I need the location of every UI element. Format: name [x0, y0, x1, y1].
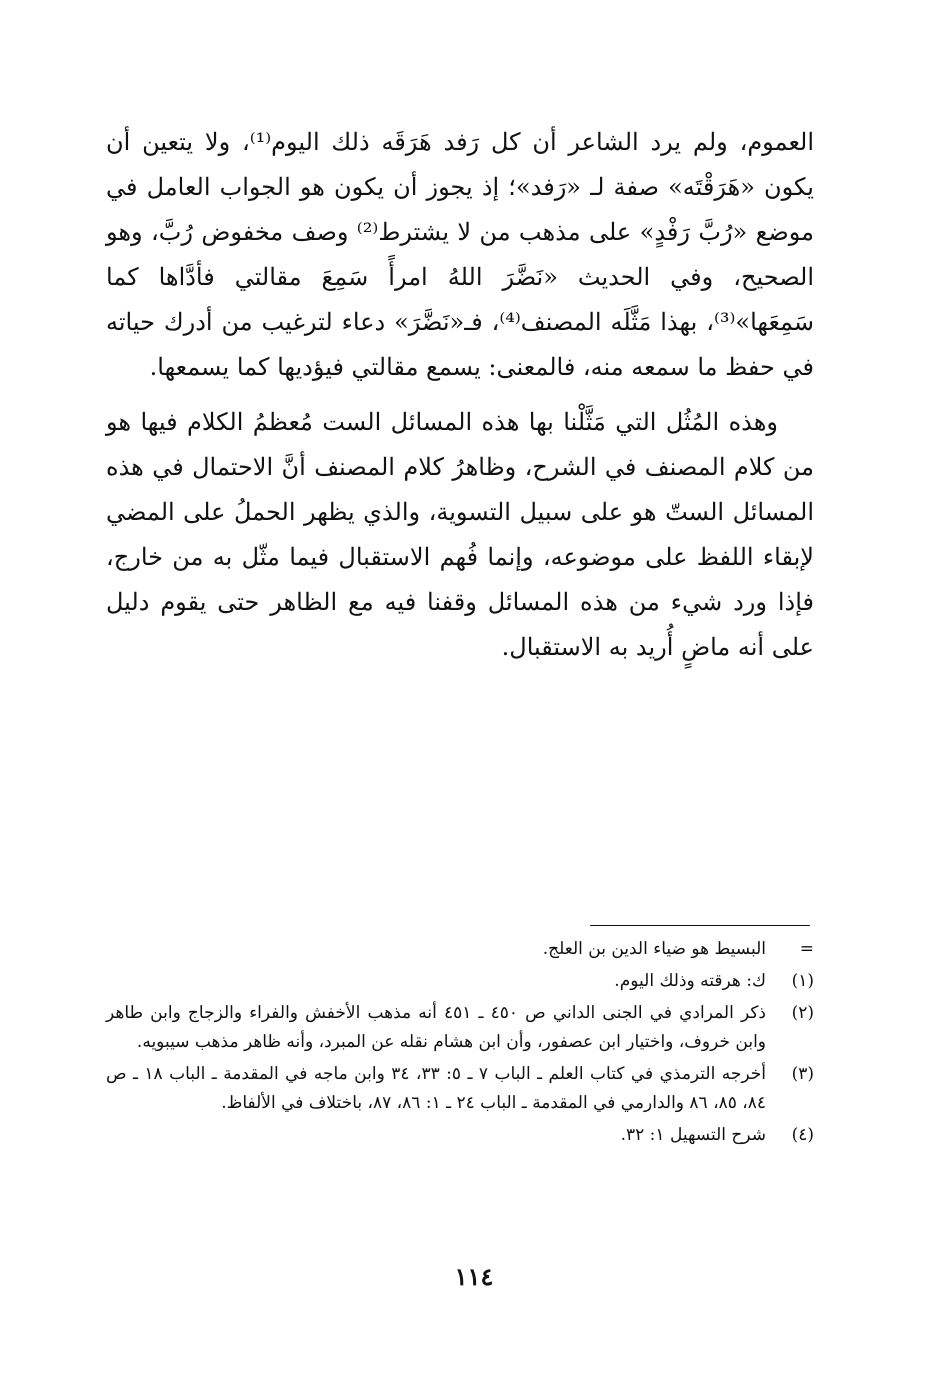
footnote-text: ذكر المرادي في الجنى الداني ص ٤٥٠ ـ ٤٥١ أنه مذهب الأخفش والفراء والزجاج وابن طاهر وابن خروف، واختيار ابن عصفور، وأن ابن هشام نقله عن المبرد، وأنه ظاهر مذهب سيبويه.	[106, 1003, 766, 1052]
footnotes	[106, 935, 814, 1153]
footnote-text: شرح التسهيل ١: ٣٢.	[620, 1125, 766, 1145]
footnote-1	[106, 967, 814, 996]
footnote-3	[106, 1060, 814, 1118]
paragraph-1: العموم، ولم يرد الشاعر أن كل رَفد هَرَقَه ذلك اليوم⁽¹⁾، ولا يتعين أن يكون «هَرَقْتَه» صفة لـ «رَفد»؛ إذ يجوز أن يكون هو الجواب العامل في موضع «رُبَّ رَفْدٍ» على مذهب من لا يشترط⁽²⁾ وصف مخفوض رُبَّ، وهو الصحيح، وفي الحديث «نَضَّرَ اللهُ امرأً سَمِعَ مقالتي فأدَّاها كما سَمِعَها»⁽³⁾، بهذا مَثَّلَه المصنف⁽⁴⁾، فـ«نَضَّرَ» دعاء لترغيب من أدرك حياته في حفظ ما سمعه منه، فالمعنى: يسمع مقالتي فيؤديها كما يسمعها.	[106, 128, 815, 381]
footnote-continuation	[106, 935, 814, 964]
footnote-2	[106, 999, 814, 1057]
footnote-separator	[590, 925, 810, 926]
main-text	[106, 120, 814, 670]
footnote-text: ك: هرقته وذلك اليوم.	[614, 971, 766, 991]
footnote-marker: =	[799, 939, 814, 959]
footnote-text: البسيط هو ضياء الدين بن العلج.	[542, 939, 766, 959]
footnote-marker: (١)	[791, 971, 814, 991]
footnote-marker: (٣)	[791, 1064, 814, 1084]
footnote-4	[106, 1121, 814, 1150]
footnote-marker: (٢)	[791, 1003, 814, 1023]
paragraph-2: وهذه المُثُل التي مَثَّلْنا بها هذه المسائل الست مُعظمُ الكلام فيها هو من كلام المصنف في الشرح، وظاهرُ كلام المصنف أنَّ الاحتمال في هذه المسائل الستّ هو على سبيل التسوية، والذي يظهر الحملُ على المضي لإبقاء اللفظ على موضوعه، وإنما فُهم الاستقبال فيما مثّل به من خارج، فإذا ورد شيء من هذه المسائل وقفنا فيه مع الظاهر حتى يقوم دليل على أنه ماضٍ أُريد به الاستقبال.	[106, 408, 814, 661]
footnote-text: أخرجه الترمذي في كتاب العلم ـ الباب ٧ ـ ٥: ٣٣، ٣٤ وابن ماجه في المقدمة ـ الباب ١٨ ـ ص ٨٤، ٨٥، ٨٦ والدارمي في المقدمة ـ الباب ٢٤ ـ ١: ٨٦، ٨٧، باختلاف في الألفاظ.	[106, 1064, 767, 1113]
page-number: ١١٤	[454, 1262, 494, 1291]
footnote-marker: (٤)	[791, 1125, 814, 1145]
